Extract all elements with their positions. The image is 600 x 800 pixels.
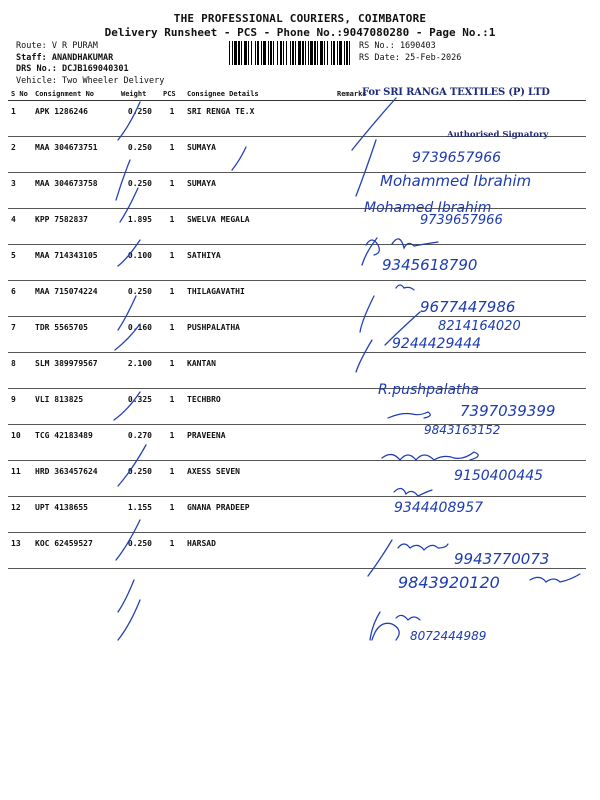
cell-consignee: KANTAN [184,353,334,389]
cell-remarks [334,209,586,245]
cell-consignment: HRD 363457624 [32,461,118,497]
barcode-bar [280,41,282,65]
cell-sno: 9 [8,389,32,425]
cell-weight: 0.250 [118,173,160,209]
cell-consignment: MAA 304673758 [32,173,118,209]
cell-consignment: TCG 42183489 [32,425,118,461]
cell-pcs: 1 [160,101,184,137]
runsheet-subtitle: Delivery Runsheet - PCS - Phone No.:9047080280 - Page No.:1 [104,26,496,39]
barcode-bar [257,41,259,65]
barcode-bar [286,41,287,65]
hw-r5-phone: 9677447986 [420,298,516,316]
barcode-bar [302,41,304,65]
barcode-bar [295,41,296,65]
cell-weight: 1.895 [118,209,160,245]
cell-consignee: PRAVEENA [184,425,334,461]
drs-number: DRS No.: DCJB169040301 [16,64,129,74]
runsheet-table [8,87,586,569]
cell-sno: 7 [8,317,32,353]
cell-sno: 8 [8,353,32,389]
company-title: THE PROFESSIONAL COURIERS, COIMBATORE [173,12,427,25]
barcode-bar [331,41,332,65]
cell-consignee: SUMAYA [184,173,334,209]
col-weight: Weight [118,87,160,101]
hw-r2-phone: 9739657966 [412,150,502,166]
cell-weight: 0.270 [118,425,160,461]
cell-consignee: SUMAYA [184,137,334,173]
hw-r2-name: Mohammed Ibrahim [380,172,532,190]
table-row [8,281,586,317]
cell-weight: 0.250 [118,281,160,317]
table-row [8,245,586,281]
hw-r8-phone2: 9843163152 [424,423,501,437]
cell-sno: 3 [8,173,32,209]
cell-remarks [334,281,586,317]
cell-pcs: 1 [160,425,184,461]
cell-pcs: 1 [160,137,184,173]
cell-consignment: MAA 715074224 [32,281,118,317]
cell-remarks [334,425,586,461]
col-remarks: Remarks [334,87,586,101]
cell-weight: 0.325 [118,389,160,425]
table-row [8,173,586,209]
cell-sno: 4 [8,209,32,245]
cell-pcs: 1 [160,497,184,533]
cell-consignment: KPP 7582837 [32,209,118,245]
barcode-bar [346,41,348,65]
table-row [8,461,586,497]
hw-r3-name: Mohamed Ibrahim [364,200,492,216]
cell-consignment: APK 1286246 [32,101,118,137]
barcode-bar [277,41,278,65]
cell-consignment: MAA 714343105 [32,245,118,281]
cell-weight: 0.250 [118,533,160,569]
barcode-bar [349,41,350,65]
table-row [8,389,586,425]
tick-mark [118,600,140,640]
cell-remarks [334,173,586,209]
barcode-bar [290,41,291,65]
hw-r9-phone: 9150400445 [454,468,544,484]
barcode-bar [327,41,328,65]
cell-remarks [334,137,586,173]
barcode-bar [263,41,266,65]
barcode [229,41,353,65]
cell-remarks [334,389,586,425]
rs-date: RS Date: 25-Feb-2026 [359,52,462,63]
vehicle-label: Vehicle: Two Wheeler Delivery [16,75,165,86]
cell-weight: 0.100 [118,245,160,281]
cell-remarks [334,317,586,353]
table-row [8,425,586,461]
barcode-bar [339,41,342,65]
hw-r4-phone: 9345618790 [382,256,478,274]
rs-number: RS No.: 1690403 [359,41,436,51]
cell-pcs: 1 [160,353,184,389]
barcode-bar [234,41,237,65]
barcode-bar [308,41,309,65]
barcode-bar [310,41,313,65]
table-row [8,533,586,569]
cell-weight: 1.155 [118,497,160,533]
hw-r3-phone: 9739657966 [420,213,503,228]
table-row [8,497,586,533]
cell-weight: 2.100 [118,353,160,389]
signature-r13 [396,615,420,620]
header-left-info [16,41,164,87]
col-pcs: PCS [160,87,184,101]
cell-consignee: AXESS SEVEN [184,461,334,497]
barcode-bar [283,41,284,65]
col-sno: S No [8,87,32,101]
cell-pcs: 1 [160,389,184,425]
barcode-bar [248,41,249,65]
barcode-bar [251,41,252,65]
hw-r6-phone: 9244429444 [392,336,482,352]
cell-consignment: KOC 62459527 [32,533,118,569]
barcode-bar [333,41,335,65]
cell-consignee: HARSAD [184,533,334,569]
barcode-bar [320,41,323,65]
barcode-bar [255,41,256,65]
cell-remarks [334,353,586,389]
cell-pcs: 1 [160,173,184,209]
barcode-bar [270,41,272,65]
staff-label: Staff: ANANDHAKUMAR [16,52,114,63]
cell-sno: 2 [8,137,32,173]
cell-sno: 11 [8,461,32,497]
cell-consignee: GNANA PRADEEP [184,497,334,533]
cell-pcs: 1 [160,245,184,281]
cell-sno: 12 [8,497,32,533]
header-right-info [359,41,461,64]
col-consignment: Consignment No [32,87,118,101]
barcode-bar [344,41,345,65]
barcode-bar [268,41,269,65]
col-consignee: Consignee Details [184,87,334,101]
cell-weight: 0.160 [118,317,160,353]
cell-consignment: SLM 389979567 [32,353,118,389]
barcode-bar [317,41,318,65]
barcode-bar [298,41,301,65]
cell-consignee: SWELVA MEGALA [184,209,334,245]
cell-consignee: THILAGAVATHI [184,281,334,317]
signature-stroke [372,623,399,640]
hw-r6-number: 8214164020 [438,319,521,334]
hw-r13-phone: 8072444989 [410,629,487,643]
barcode-bar [324,41,325,65]
cell-pcs: 1 [160,317,184,353]
hw-r11-phone: 9943770073 [454,550,550,568]
cell-consignee: SATHIYA [184,245,334,281]
cell-sno: 6 [8,281,32,317]
tick-mark [118,580,134,612]
table-row [8,353,586,389]
barcode-bar [337,41,338,65]
barcode-bar [292,41,294,65]
cell-weight: 0.250 [118,461,160,497]
cell-sno: 10 [8,425,32,461]
cell-sno: 5 [8,245,32,281]
barcode-bar [241,41,242,65]
barcode-bar [314,41,316,65]
cell-consignment: TDR 5565705 [32,317,118,353]
table-row [8,317,586,353]
hw-r12-phone: 9843920120 [398,573,500,592]
cell-remarks [334,497,586,533]
cell-weight: 0.250 [118,101,160,137]
hw-r8-phone: 7397039399 [460,402,556,420]
cell-consignee: SRI RENGA TE.X [184,101,334,137]
cell-pcs: 1 [160,209,184,245]
cell-consignment: MAA 304673751 [32,137,118,173]
cell-remarks [334,533,586,569]
route-label: Route: V R PURAM [16,41,98,51]
cell-consignee: TECHBRO [184,389,334,425]
barcode-bar [305,41,306,65]
cell-weight: 0.250 [118,137,160,173]
hw-r10-phone: 9344408957 [394,500,484,516]
cell-sno: 1 [8,101,32,137]
signature-stroke [370,612,380,640]
barcode-bar [238,41,240,65]
company-stamp: For SRI RANGA TEXTILES (P) LTD [362,87,550,98]
signature-r12 [530,574,580,582]
barcode-bar [229,41,230,65]
cell-pcs: 1 [160,461,184,497]
cell-pcs: 1 [160,533,184,569]
cell-consignment: VLI 813825 [32,389,118,425]
cell-sno: 13 [8,533,32,569]
cell-remarks [334,461,586,497]
table-row [8,137,586,173]
cell-consignee: PUSHPALATHA [184,317,334,353]
barcode-bar [273,41,274,65]
barcode-bar [232,41,233,65]
cell-consignment: UPT 4138655 [32,497,118,533]
barcode-bar [261,41,262,65]
table-row [8,209,586,245]
authorised-signatory: Authorised Signatory [447,130,549,140]
hw-r8-name: R.pushpalatha [378,382,479,398]
barcode-bar [244,41,247,65]
cell-remarks [334,245,586,281]
cell-pcs: 1 [160,281,184,317]
